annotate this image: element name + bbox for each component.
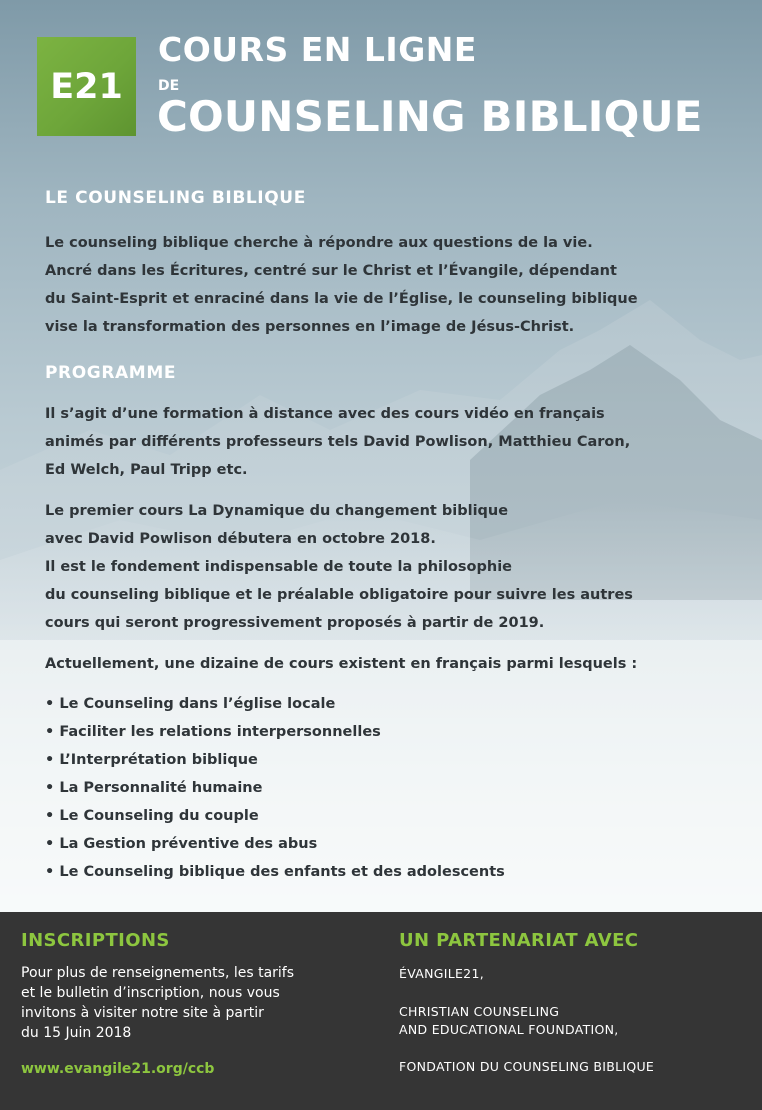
list-item: • Le Counseling du couple xyxy=(45,802,505,830)
inscriptions-title: INSCRIPTIONS xyxy=(21,930,170,951)
programme-paragraph-2 xyxy=(45,497,633,637)
text-line: AND EDUCATIONAL FOUNDATION, xyxy=(399,1022,619,1037)
partner-fondation: FONDATION DU COUNSELING BIBLIQUE xyxy=(399,1059,655,1074)
text-line: Il s’agit d’une formation à distance avec des cours vidéo en français xyxy=(45,406,605,422)
text-line: du 15 Juin 2018 xyxy=(21,1025,132,1041)
list-item: • Le Counseling biblique des enfants et des adolescents xyxy=(45,858,505,886)
section-title-counseling: LE COUNSELING BIBLIQUE xyxy=(45,188,306,208)
text-line: animés par différents professeurs tels David Powlison, Matthieu Caron, xyxy=(45,434,631,450)
list-item: • Le Counseling dans l’église locale xyxy=(45,690,505,718)
course-list xyxy=(45,690,505,886)
text-line: Ed Welch, Paul Tripp etc. xyxy=(45,462,248,478)
counseling-description xyxy=(45,229,638,341)
text-line: Ancré dans les Écritures, centré sur le Christ et l’Évangile, dépendant xyxy=(45,263,617,279)
list-item: • L’Interprétation biblique xyxy=(45,746,505,774)
list-item: • La Gestion préventive des abus xyxy=(45,830,505,858)
text-line: invitons à visiter notre site à partir xyxy=(21,1005,264,1021)
text-line: du Saint-Esprit et enraciné dans la vie de l’Église, le counseling biblique xyxy=(45,291,638,307)
section-title-programme: PROGRAMME xyxy=(45,363,177,383)
list-item: • La Personnalité humaine xyxy=(45,774,505,802)
text-line: du counseling biblique et le préalable obligatoire pour suivre les autres xyxy=(45,587,633,603)
inscriptions-text xyxy=(21,963,294,1043)
text-line: Le premier cours La Dynamique du changement biblique xyxy=(45,503,509,519)
text-line: et le bulletin d’inscription, nous vous xyxy=(21,985,280,1001)
text-line: avec David Powlison débutera en octobre 2018. xyxy=(45,531,436,547)
partner-title: UN PARTENARIAT AVEC xyxy=(399,930,639,951)
programme-paragraph-1 xyxy=(45,400,630,484)
programme-paragraph-3 xyxy=(45,650,637,678)
text-line: cours qui seront progressivement proposés à partir de 2019. xyxy=(45,615,545,631)
text-line: Le counseling biblique cherche à répondre aux questions de la vie. xyxy=(45,235,593,251)
text-line: vise la transformation des personnes en l’image de Jésus-Christ. xyxy=(45,319,575,335)
text-line: CHRISTIAN COUNSELING xyxy=(399,1004,560,1019)
text-line: Il est le fondement indispensable de toute la philosophie xyxy=(45,559,513,575)
text-line: Actuellement, une dizaine de cours existent en français parmi lesquels : xyxy=(45,656,638,672)
partner-ccef xyxy=(399,1003,619,1039)
header-title-line1: COURS EN LIGNE xyxy=(158,30,477,69)
header-title-de: DE xyxy=(158,78,180,94)
list-item: • Faciliter les relations interpersonnelles xyxy=(45,718,505,746)
partner-evangile21: ÉVANGILE21, xyxy=(399,966,484,981)
e21-logo: E21 xyxy=(37,37,136,136)
header-title-line2: COUNSELING BIBLIQUE xyxy=(157,92,703,141)
text-line: Pour plus de renseignements, les tarifs xyxy=(21,965,295,981)
website-link[interactable]: www.evangile21.org/ccb xyxy=(21,1061,215,1077)
